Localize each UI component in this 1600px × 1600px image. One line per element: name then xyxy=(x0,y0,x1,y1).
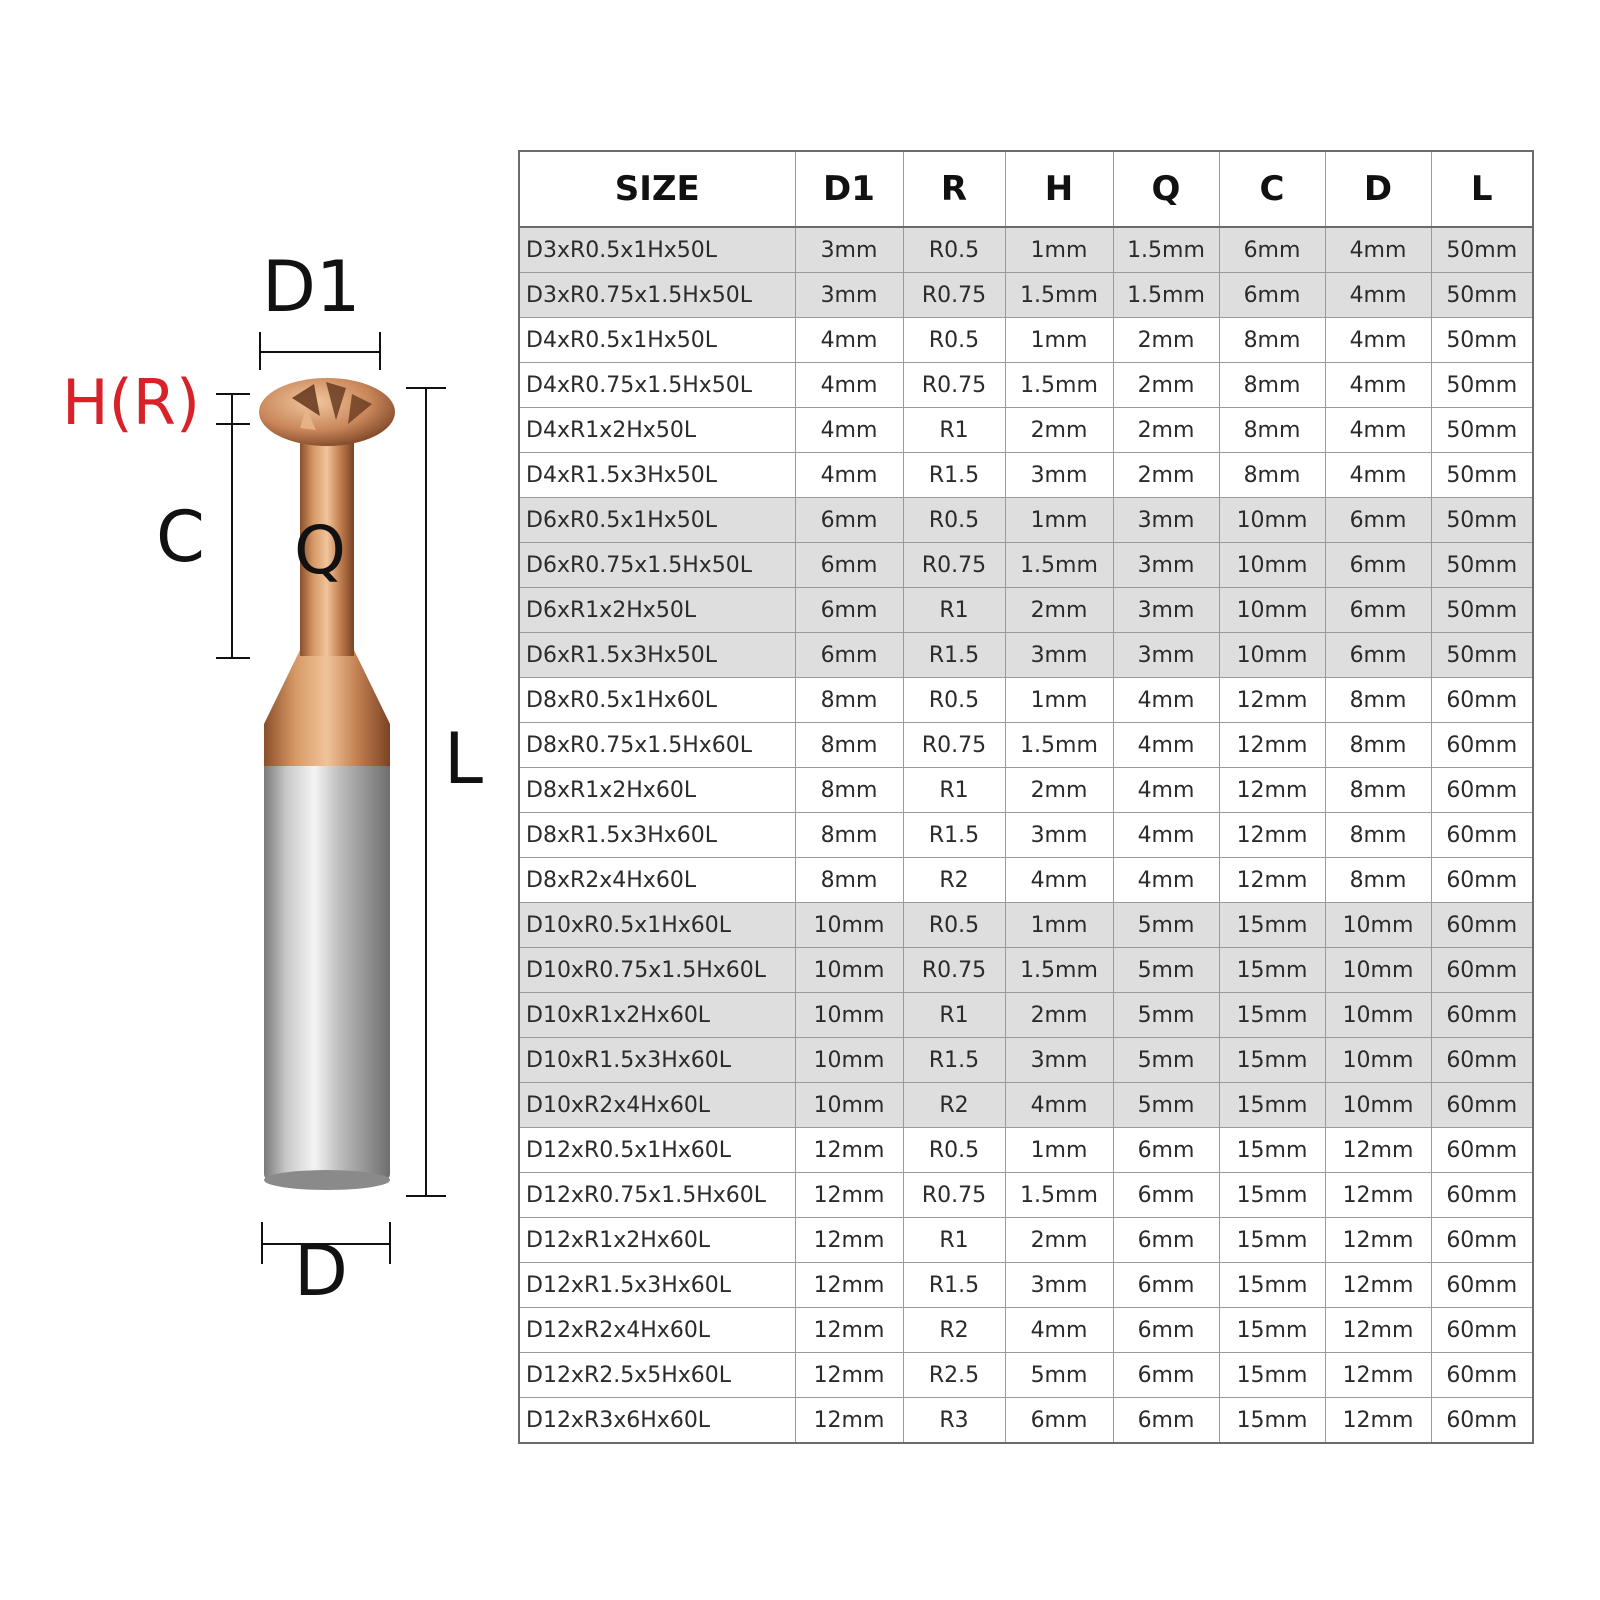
table-row xyxy=(519,588,1533,633)
value-cell-l: 60mm xyxy=(1431,948,1533,993)
value-cell-l: 50mm xyxy=(1431,453,1533,498)
value-cell-l: 50mm xyxy=(1431,633,1533,678)
value-cell-c: 15mm xyxy=(1219,1038,1325,1083)
value-cell-l: 60mm xyxy=(1431,1038,1533,1083)
value-cell-d1: 10mm xyxy=(795,948,903,993)
value-cell-r: R0.75 xyxy=(903,543,1005,588)
value-cell-l: 60mm xyxy=(1431,768,1533,813)
tool-cutter-head xyxy=(259,378,395,446)
value-cell-c: 15mm xyxy=(1219,1173,1325,1218)
value-cell-c: 6mm xyxy=(1219,227,1325,273)
value-cell-c: 12mm xyxy=(1219,858,1325,903)
value-cell-l: 60mm xyxy=(1431,1173,1533,1218)
value-cell-d1: 12mm xyxy=(795,1353,903,1398)
table-row xyxy=(519,453,1533,498)
value-cell-c: 15mm xyxy=(1219,1128,1325,1173)
size-cell: D4xR0.5x1Hx50L xyxy=(519,318,795,363)
value-cell-d1: 10mm xyxy=(795,1083,903,1128)
tool-illustration xyxy=(0,0,510,1600)
column-header-d1: D1 xyxy=(795,151,903,227)
value-cell-d1: 10mm xyxy=(795,993,903,1038)
value-cell-q: 6mm xyxy=(1113,1173,1219,1218)
value-cell-q: 6mm xyxy=(1113,1308,1219,1353)
hr-dimension-line xyxy=(216,394,250,424)
value-cell-d: 12mm xyxy=(1325,1308,1431,1353)
column-header-c: C xyxy=(1219,151,1325,227)
value-cell-c: 15mm xyxy=(1219,903,1325,948)
value-cell-d1: 3mm xyxy=(795,273,903,318)
value-cell-l: 50mm xyxy=(1431,227,1533,273)
value-cell-r: R0.5 xyxy=(903,903,1005,948)
tool-shank xyxy=(264,760,390,1190)
value-cell-c: 8mm xyxy=(1219,453,1325,498)
value-cell-q: 2mm xyxy=(1113,408,1219,453)
size-cell: D4xR0.75x1.5Hx50L xyxy=(519,363,795,408)
value-cell-d: 10mm xyxy=(1325,1083,1431,1128)
value-cell-r: R1 xyxy=(903,768,1005,813)
table-row xyxy=(519,723,1533,768)
table-row xyxy=(519,1353,1533,1398)
value-cell-r: R1.5 xyxy=(903,1038,1005,1083)
value-cell-r: R1.5 xyxy=(903,1263,1005,1308)
value-cell-h: 2mm xyxy=(1005,993,1113,1038)
c-dimension-line xyxy=(216,424,250,658)
value-cell-l: 50mm xyxy=(1431,273,1533,318)
value-cell-r: R0.5 xyxy=(903,498,1005,543)
value-cell-d1: 8mm xyxy=(795,813,903,858)
value-cell-d: 8mm xyxy=(1325,678,1431,723)
value-cell-l: 50mm xyxy=(1431,588,1533,633)
value-cell-d: 12mm xyxy=(1325,1398,1431,1444)
table-row xyxy=(519,543,1533,588)
value-cell-d: 4mm xyxy=(1325,408,1431,453)
value-cell-l: 60mm xyxy=(1431,1128,1533,1173)
value-cell-q: 4mm xyxy=(1113,723,1219,768)
table-row xyxy=(519,1038,1533,1083)
value-cell-d1: 10mm xyxy=(795,903,903,948)
value-cell-d1: 3mm xyxy=(795,227,903,273)
value-cell-r: R1.5 xyxy=(903,453,1005,498)
value-cell-h: 2mm xyxy=(1005,768,1113,813)
value-cell-h: 2mm xyxy=(1005,588,1113,633)
value-cell-d1: 12mm xyxy=(795,1308,903,1353)
value-cell-q: 1.5mm xyxy=(1113,227,1219,273)
column-header-r: R xyxy=(903,151,1005,227)
table-row xyxy=(519,768,1533,813)
value-cell-h: 1mm xyxy=(1005,227,1113,273)
value-cell-q: 6mm xyxy=(1113,1398,1219,1444)
value-cell-q: 5mm xyxy=(1113,1038,1219,1083)
value-cell-h: 3mm xyxy=(1005,1038,1113,1083)
value-cell-c: 8mm xyxy=(1219,408,1325,453)
value-cell-q: 4mm xyxy=(1113,813,1219,858)
size-cell: D12xR0.5x1Hx60L xyxy=(519,1128,795,1173)
value-cell-r: R0.5 xyxy=(903,678,1005,723)
table-row xyxy=(519,903,1533,948)
size-cell: D10xR2x4Hx60L xyxy=(519,1083,795,1128)
table-row xyxy=(519,858,1533,903)
table-row xyxy=(519,633,1533,678)
value-cell-d: 4mm xyxy=(1325,227,1431,273)
value-cell-d1: 8mm xyxy=(795,723,903,768)
value-cell-q: 6mm xyxy=(1113,1353,1219,1398)
value-cell-d: 8mm xyxy=(1325,858,1431,903)
value-cell-d: 4mm xyxy=(1325,453,1431,498)
value-cell-l: 50mm xyxy=(1431,498,1533,543)
value-cell-q: 2mm xyxy=(1113,363,1219,408)
value-cell-d1: 4mm xyxy=(795,318,903,363)
value-cell-l: 50mm xyxy=(1431,363,1533,408)
d-label: D xyxy=(294,1230,348,1312)
value-cell-r: R0.75 xyxy=(903,723,1005,768)
value-cell-c: 6mm xyxy=(1219,273,1325,318)
value-cell-d: 12mm xyxy=(1325,1218,1431,1263)
value-cell-h: 2mm xyxy=(1005,1218,1113,1263)
value-cell-h: 2mm xyxy=(1005,408,1113,453)
table-row xyxy=(519,1308,1533,1353)
value-cell-h: 3mm xyxy=(1005,633,1113,678)
l-label: L xyxy=(444,718,483,800)
value-cell-l: 60mm xyxy=(1431,723,1533,768)
value-cell-d: 12mm xyxy=(1325,1353,1431,1398)
value-cell-d: 6mm xyxy=(1325,633,1431,678)
value-cell-c: 12mm xyxy=(1219,678,1325,723)
c-label: C xyxy=(156,496,205,578)
value-cell-q: 5mm xyxy=(1113,993,1219,1038)
value-cell-d1: 8mm xyxy=(795,678,903,723)
value-cell-l: 60mm xyxy=(1431,1308,1533,1353)
table-row xyxy=(519,1128,1533,1173)
value-cell-q: 5mm xyxy=(1113,1083,1219,1128)
size-cell: D10xR0.5x1Hx60L xyxy=(519,903,795,948)
table-row xyxy=(519,948,1533,993)
value-cell-d: 8mm xyxy=(1325,723,1431,768)
column-header-l: L xyxy=(1431,151,1533,227)
table-row xyxy=(519,1083,1533,1128)
table-body xyxy=(519,227,1533,1443)
value-cell-d: 12mm xyxy=(1325,1128,1431,1173)
tool-taper xyxy=(264,650,390,766)
value-cell-l: 60mm xyxy=(1431,1218,1533,1263)
size-cell: D4xR1.5x3Hx50L xyxy=(519,453,795,498)
value-cell-h: 1mm xyxy=(1005,678,1113,723)
value-cell-h: 3mm xyxy=(1005,813,1113,858)
value-cell-c: 8mm xyxy=(1219,363,1325,408)
value-cell-r: R0.75 xyxy=(903,948,1005,993)
value-cell-h: 4mm xyxy=(1005,1083,1113,1128)
value-cell-r: R1 xyxy=(903,993,1005,1038)
value-cell-d1: 4mm xyxy=(795,408,903,453)
value-cell-c: 15mm xyxy=(1219,1083,1325,1128)
value-cell-d: 6mm xyxy=(1325,588,1431,633)
table-row xyxy=(519,813,1533,858)
l-dimension-line xyxy=(406,388,446,1196)
value-cell-q: 6mm xyxy=(1113,1218,1219,1263)
value-cell-d: 4mm xyxy=(1325,318,1431,363)
size-cell: D8xR2x4Hx60L xyxy=(519,858,795,903)
size-cell: D10xR1x2Hx60L xyxy=(519,993,795,1038)
table-row xyxy=(519,498,1533,543)
value-cell-q: 4mm xyxy=(1113,768,1219,813)
size-cell: D12xR0.75x1.5Hx60L xyxy=(519,1173,795,1218)
value-cell-h: 6mm xyxy=(1005,1398,1113,1444)
value-cell-l: 60mm xyxy=(1431,1083,1533,1128)
value-cell-d1: 8mm xyxy=(795,858,903,903)
value-cell-h: 1.5mm xyxy=(1005,1173,1113,1218)
value-cell-h: 3mm xyxy=(1005,453,1113,498)
table-row xyxy=(519,318,1533,363)
column-header-h: H xyxy=(1005,151,1113,227)
value-cell-r: R3 xyxy=(903,1398,1005,1444)
hr-label: H(R) xyxy=(62,366,201,439)
size-cell: D12xR2.5x5Hx60L xyxy=(519,1353,795,1398)
column-header-size: SIZE xyxy=(519,151,795,227)
value-cell-c: 15mm xyxy=(1219,993,1325,1038)
table-row xyxy=(519,1218,1533,1263)
value-cell-r: R0.75 xyxy=(903,273,1005,318)
value-cell-q: 2mm xyxy=(1113,318,1219,363)
table-row xyxy=(519,363,1533,408)
size-cell: D10xR1.5x3Hx60L xyxy=(519,1038,795,1083)
table-row xyxy=(519,273,1533,318)
value-cell-d1: 12mm xyxy=(795,1218,903,1263)
value-cell-h: 1mm xyxy=(1005,498,1113,543)
value-cell-h: 1mm xyxy=(1005,903,1113,948)
size-cell: D12xR2x4Hx60L xyxy=(519,1308,795,1353)
value-cell-d1: 12mm xyxy=(795,1128,903,1173)
value-cell-d1: 4mm xyxy=(795,453,903,498)
value-cell-r: R1.5 xyxy=(903,813,1005,858)
value-cell-q: 2mm xyxy=(1113,453,1219,498)
size-cell: D10xR0.75x1.5Hx60L xyxy=(519,948,795,993)
value-cell-r: R2 xyxy=(903,1308,1005,1353)
size-cell: D8xR0.75x1.5Hx60L xyxy=(519,723,795,768)
value-cell-r: R1 xyxy=(903,1218,1005,1263)
value-cell-d1: 4mm xyxy=(795,363,903,408)
value-cell-l: 60mm xyxy=(1431,903,1533,948)
value-cell-c: 10mm xyxy=(1219,633,1325,678)
value-cell-c: 15mm xyxy=(1219,948,1325,993)
value-cell-l: 60mm xyxy=(1431,993,1533,1038)
value-cell-r: R1 xyxy=(903,408,1005,453)
value-cell-d1: 10mm xyxy=(795,1038,903,1083)
value-cell-d: 8mm xyxy=(1325,813,1431,858)
value-cell-q: 6mm xyxy=(1113,1128,1219,1173)
value-cell-d: 10mm xyxy=(1325,903,1431,948)
value-cell-r: R2 xyxy=(903,858,1005,903)
value-cell-l: 50mm xyxy=(1431,408,1533,453)
value-cell-c: 10mm xyxy=(1219,543,1325,588)
value-cell-c: 12mm xyxy=(1219,813,1325,858)
value-cell-d: 12mm xyxy=(1325,1263,1431,1308)
table-row xyxy=(519,993,1533,1038)
value-cell-q: 3mm xyxy=(1113,498,1219,543)
size-cell: D8xR1.5x3Hx60L xyxy=(519,813,795,858)
value-cell-d1: 6mm xyxy=(795,633,903,678)
value-cell-l: 50mm xyxy=(1431,543,1533,588)
value-cell-c: 10mm xyxy=(1219,588,1325,633)
value-cell-c: 15mm xyxy=(1219,1353,1325,1398)
value-cell-r: R2 xyxy=(903,1083,1005,1128)
value-cell-d: 10mm xyxy=(1325,948,1431,993)
q-label: Q xyxy=(294,512,346,589)
tool-dimension-diagram xyxy=(0,0,510,1600)
value-cell-h: 1.5mm xyxy=(1005,363,1113,408)
value-cell-q: 3mm xyxy=(1113,543,1219,588)
value-cell-r: R1 xyxy=(903,588,1005,633)
value-cell-h: 1.5mm xyxy=(1005,948,1113,993)
value-cell-l: 60mm xyxy=(1431,858,1533,903)
value-cell-q: 3mm xyxy=(1113,633,1219,678)
value-cell-r: R0.5 xyxy=(903,227,1005,273)
value-cell-q: 5mm xyxy=(1113,903,1219,948)
size-cell: D4xR1x2Hx50L xyxy=(519,408,795,453)
size-cell: D12xR1.5x3Hx60L xyxy=(519,1263,795,1308)
value-cell-l: 60mm xyxy=(1431,1353,1533,1398)
table-header-row xyxy=(519,151,1533,227)
value-cell-q: 5mm xyxy=(1113,948,1219,993)
value-cell-d1: 6mm xyxy=(795,588,903,633)
size-cell: D3xR0.5x1Hx50L xyxy=(519,227,795,273)
value-cell-c: 12mm xyxy=(1219,768,1325,813)
value-cell-l: 60mm xyxy=(1431,678,1533,723)
value-cell-q: 1.5mm xyxy=(1113,273,1219,318)
value-cell-c: 10mm xyxy=(1219,498,1325,543)
value-cell-h: 1.5mm xyxy=(1005,273,1113,318)
value-cell-d: 12mm xyxy=(1325,1173,1431,1218)
value-cell-c: 15mm xyxy=(1219,1263,1325,1308)
value-cell-d: 10mm xyxy=(1325,993,1431,1038)
value-cell-d: 4mm xyxy=(1325,363,1431,408)
value-cell-h: 3mm xyxy=(1005,1263,1113,1308)
value-cell-c: 15mm xyxy=(1219,1218,1325,1263)
value-cell-d: 10mm xyxy=(1325,1038,1431,1083)
value-cell-q: 4mm xyxy=(1113,678,1219,723)
size-cell: D12xR1x2Hx60L xyxy=(519,1218,795,1263)
table-row xyxy=(519,1173,1533,1218)
value-cell-h: 1.5mm xyxy=(1005,543,1113,588)
value-cell-h: 5mm xyxy=(1005,1353,1113,1398)
value-cell-d: 6mm xyxy=(1325,498,1431,543)
value-cell-d1: 12mm xyxy=(795,1398,903,1444)
table-row xyxy=(519,1263,1533,1308)
column-header-q: Q xyxy=(1113,151,1219,227)
size-cell: D12xR3x6Hx60L xyxy=(519,1398,795,1444)
value-cell-d1: 8mm xyxy=(795,768,903,813)
value-cell-q: 4mm xyxy=(1113,858,1219,903)
value-cell-r: R0.75 xyxy=(903,1173,1005,1218)
value-cell-l: 60mm xyxy=(1431,813,1533,858)
size-cell: D6xR1x2Hx50L xyxy=(519,588,795,633)
size-cell: D3xR0.75x1.5Hx50L xyxy=(519,273,795,318)
value-cell-d1: 6mm xyxy=(795,543,903,588)
size-cell: D8xR0.5x1Hx60L xyxy=(519,678,795,723)
table-row xyxy=(519,408,1533,453)
table-row xyxy=(519,678,1533,723)
value-cell-l: 60mm xyxy=(1431,1398,1533,1444)
value-cell-q: 6mm xyxy=(1113,1263,1219,1308)
value-cell-r: R0.5 xyxy=(903,318,1005,363)
value-cell-d1: 6mm xyxy=(795,498,903,543)
value-cell-r: R1.5 xyxy=(903,633,1005,678)
size-cell: D6xR1.5x3Hx50L xyxy=(519,633,795,678)
value-cell-r: R0.5 xyxy=(903,1128,1005,1173)
size-cell: D8xR1x2Hx60L xyxy=(519,768,795,813)
value-cell-c: 15mm xyxy=(1219,1308,1325,1353)
d1-label: D1 xyxy=(262,246,361,328)
d1-dimension-line xyxy=(260,332,380,370)
value-cell-c: 8mm xyxy=(1219,318,1325,363)
size-cell: D6xR0.75x1.5Hx50L xyxy=(519,543,795,588)
value-cell-r: R2.5 xyxy=(903,1353,1005,1398)
value-cell-l: 60mm xyxy=(1431,1263,1533,1308)
value-cell-h: 1mm xyxy=(1005,1128,1113,1173)
value-cell-c: 12mm xyxy=(1219,723,1325,768)
value-cell-h: 4mm xyxy=(1005,1308,1113,1353)
value-cell-r: R0.75 xyxy=(903,363,1005,408)
value-cell-q: 3mm xyxy=(1113,588,1219,633)
value-cell-h: 4mm xyxy=(1005,858,1113,903)
value-cell-l: 50mm xyxy=(1431,318,1533,363)
size-cell: D6xR0.5x1Hx50L xyxy=(519,498,795,543)
value-cell-h: 1.5mm xyxy=(1005,723,1113,768)
value-cell-d: 4mm xyxy=(1325,273,1431,318)
value-cell-d: 6mm xyxy=(1325,543,1431,588)
column-header-d: D xyxy=(1325,151,1431,227)
value-cell-d: 8mm xyxy=(1325,768,1431,813)
value-cell-d1: 12mm xyxy=(795,1173,903,1218)
table-row xyxy=(519,1398,1533,1444)
value-cell-d1: 12mm xyxy=(795,1263,903,1308)
table-row xyxy=(519,227,1533,273)
spec-table xyxy=(518,150,1534,1444)
value-cell-h: 1mm xyxy=(1005,318,1113,363)
value-cell-c: 15mm xyxy=(1219,1398,1325,1444)
